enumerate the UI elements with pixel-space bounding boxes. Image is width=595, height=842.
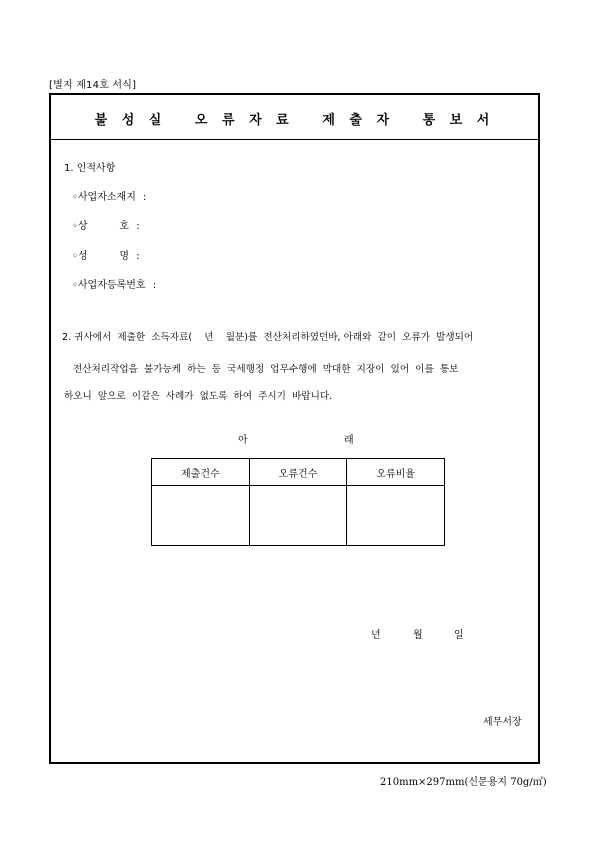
field-label: ◦성 명 bbox=[72, 251, 130, 262]
field-business-reg-number bbox=[72, 276, 156, 291]
below-heading-left: 아 bbox=[238, 435, 248, 446]
field-business-address bbox=[72, 188, 146, 203]
field-person-name bbox=[72, 247, 140, 262]
error-stats-table bbox=[151, 458, 445, 546]
form-number: [별지 제14호 서식] bbox=[49, 80, 137, 91]
notice-paragraph-line-3: 하오니 앞으로 이같은 사례가 없도록 하여 주시기 바랍니다. bbox=[64, 391, 333, 402]
tax-office-head: 세무서장 bbox=[483, 717, 522, 728]
paper-spec: 210mm×297mm(신문용지 70g/㎡) bbox=[380, 777, 547, 788]
table-cell-error-rate bbox=[347, 486, 445, 546]
field-colon: : bbox=[136, 251, 140, 262]
below-heading-right: 래 bbox=[344, 435, 354, 446]
notice-paragraph-line-2: 전산처리작업을 불가능케 하는 등 국세행정 업무수행에 막대한 지장이 있어 이를 통보 bbox=[73, 364, 459, 375]
field-colon: : bbox=[143, 192, 147, 203]
field-colon: : bbox=[152, 280, 157, 291]
field-label: ◦상 호 bbox=[72, 221, 130, 232]
date-day: 일 bbox=[454, 630, 464, 641]
table-header-error-count: 오류건수 bbox=[249, 459, 347, 486]
table-cell-submitted-count bbox=[152, 486, 250, 546]
field-colon: : bbox=[136, 221, 140, 232]
table-cell-error-count bbox=[249, 486, 347, 546]
table-header-row bbox=[152, 459, 445, 486]
field-label: ◦사업자소재지 bbox=[72, 192, 136, 203]
title-row bbox=[51, 95, 538, 140]
form-frame bbox=[49, 93, 540, 764]
table-header-error-rate: 오류비율 bbox=[347, 459, 445, 486]
page-title: 불 성 실 오 류 자 료 제 출 자 통 보 서 bbox=[94, 113, 495, 128]
notice-paragraph-line-1: 2. 귀사에서 제출한 소득자료( 년 월분)를 전산처리하였던바, 아래와 같이 오류가 발생되어 bbox=[62, 332, 474, 343]
date-month: 월 bbox=[413, 630, 423, 641]
table-header-submitted-count: 제출건수 bbox=[152, 459, 250, 486]
section-heading-personal-info: 1. 인적사항 bbox=[64, 163, 116, 174]
field-company-name bbox=[72, 217, 140, 232]
field-label: ◦사업자등록번호 bbox=[72, 280, 146, 291]
table-row bbox=[152, 486, 445, 546]
date-year: 년 bbox=[371, 630, 381, 641]
